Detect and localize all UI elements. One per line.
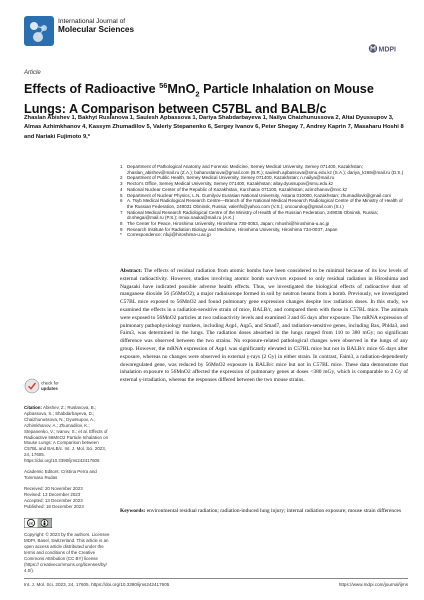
affiliation-number: 2	[120, 175, 123, 181]
citation: Citation: Abishev, Z.; Ruslanova, B.; Apbassova, S.; Shabdarbayeva, D.; Chaizhunussova, N.; Dyussupov, A.; Azhimkhanov, A.; Zhumadilov, K.; Stepanenko, V.; Ivanov, S.; et al. Effects of Radioactive 56MnO2 Particle Inhalation on Mouse Lungs: A Comparison between C57BL and BALB/c. Int. J. Mol. Sci. 2023, 24, 17605. https://doi.org/10.3390/ijms242417605	[24, 405, 109, 464]
footer-citation: Int. J. Mol. Sci. 2023, 24, 17605. https://doi.org/10.3390/ijms242417605	[24, 582, 170, 587]
cc-by-license-icon[interactable]	[24, 518, 52, 528]
journal-name	[58, 18, 134, 35]
copyright-notice: Copyright: © 2023 by the authors. Licensee MDPI, Basel, Switzerland. This article is an open access article distributed under the terms and conditions of the Creative Commons Attribution (CC BY) license (https:// creativecommons.org/licenses/by/ 4.0/).	[24, 532, 110, 573]
sidebar-metadata	[24, 405, 110, 574]
affiliation-number: 6	[120, 198, 123, 204]
footer-divider	[24, 578, 408, 579]
footer-journal-link[interactable]: https://www.mdpi.com/journal/ijms	[338, 582, 408, 587]
affiliations	[120, 164, 408, 238]
affiliation-number: 1	[120, 164, 123, 169]
article-title: Effects of Radioactive $^{56}$MnO$_2$ Particle Inhalation on Mouse Lungs: A Comparison between C57BL and BALB/c	[24, 81, 374, 117]
article-type: Article	[24, 70, 41, 76]
affiliation-text: Department of Public Health, Semey Medical University, Semey 071400, Kazakhstan; n.nailya@mail.ru	[127, 175, 335, 181]
revised-date: Revised: 13 December 2023	[24, 491, 81, 497]
affiliation-text: Research Institute for Radiation Biology and Medicine, Hiroshima University, Hiroshima 734-0037, Japan	[127, 226, 338, 232]
journal-logo-icon	[24, 16, 54, 46]
affiliation-text: National Nuclear Center of the Republic of Kazakhstan, Kurchatov 071100, Kazakhstan; azimzhanov@nnc.kz	[127, 186, 348, 192]
abstract: Abstract: The effects of residual radiation from atomic bombs have been considered to be minimal because of its low levels of external radioactivity. However, studies involving atomic bomb survivors exposed to only residual radiation in Hiroshima and Nagasaki have indicated possible adverse health effects. Thus, we investigated the biological effects of radioactive dust of manganese dioxide 56 (56MnO2), a major radioisotope formed in soil by neutron beams from a bomb. Previously, we investigated C57BL mice exposed to 56MnO2 and found pulmonary gene expression changes despite low radiation doses. In this study, we examined the effects in a radiation-sensitive strain of mice, BALB/c, and compared them with those in C57BL mice. The animals were exposed to 56MnO2 particles at two radioactivity levels and examined 3 and 65 days after exposure. The mRNA expression of pulmonary pathophysiology markers, including Aqp1, Aqp5, and Smad7, and radiation-sensitive genes, including Bax, Phlda3, and Faim3, was determined in the lungs. The radiation doses absorbed in the lungs ranged from 110 to 380 mGy; no significant difference was observed between the two strains. No exposure-related pathological changes were observed in the lungs of any group. However, the mRNA expression of Aqp1 was significantly elevated in C57BL mice but not in BALB/c mice 65 days after exposure, whereas no changes were observed in external γ-rays (2 Gy) in either strain. In contrast, Faim3, a radiation-dependently downregulated gene, was reduced by 56MnO2 exposure in BALB/c mice but not in C57BL mice. These data demonstrate that inhalation exposure to 56MnO2 affected the expression of pulmonary genes at doses <380 mGy, which is comparable to 2 Gy of external γ-irradiation, whereas the responses differed between the two mouse strains.	[120, 268, 408, 384]
journal-name-line2: Molecular Sciences	[58, 25, 134, 35]
affiliation-text: The Center for Peace, Hiroshima University, Hiroshima 730-0053, Japan; mhoshi@hiroshima-u.ac.jp	[127, 221, 330, 227]
affiliation-number: 8	[120, 221, 123, 227]
affiliation-text: National Medical Research Radiological Centre of the Ministry of Health of the Russian Federation, 249036 Obninsk, Russia; dr.shegai@mail.ru (P.S.); mnioi.nauka@mail.ru (A.K.)	[127, 209, 378, 221]
author-list: Zhaslan Abishev 1, Bakhyt Ruslanova 1, Saulesh Apbassova 1, Dariya Shabdarbayeva 1, Nailya Chaizhunussova 2, Altai Dyussupov 3, Almas Azhimkhanov 4, Kassym Zhumadilov 5, Valeriy Stepanenko 6, Sergey Ivanov 6, Peter Shegay 7, Andrey Kaprin 7, Masaharu Hoshi 8 and Nariaki Fujimoto 9,*	[24, 115, 404, 140]
journal-name-line1: International Journal of	[58, 18, 126, 25]
affiliation-number: 5	[120, 192, 123, 198]
academic-editors: Academic Editors: Cristina Perra and Tommaso Rudas	[24, 469, 97, 480]
affiliation-text: Department of Nuclear Physics, L.N. Gumilyov Eurasian National University, Astana 010000, Kazakhstan; zhumadilovk@gmail.com	[127, 192, 392, 198]
received-date: Received: 20 November 2023	[24, 485, 83, 491]
mdpi-logo-text: MDPI	[378, 46, 396, 54]
affiliation-item	[120, 198, 408, 209]
keywords: Keywords: environmental residual radiation; radiation-induced lung injury; internal radiation exposure; mouse strain differences	[120, 508, 402, 514]
svg-text:updates: updates	[41, 386, 58, 391]
accepted-date: Accepted: 13 December 2023	[24, 497, 83, 503]
affiliation-number: *	[120, 232, 122, 238]
svg-text:check for: check for	[41, 380, 59, 386]
affiliation-text: Rector's Office, Semey Medical University, Semey 071400, Kazakhstan; altay.dyussupov@smu.edu.kz	[127, 181, 334, 187]
affiliation-number: 7	[120, 209, 123, 215]
affiliation-number: 9	[120, 226, 123, 232]
affiliation-text: Correspondence: nfuji@hiroshima-u.ac.jp	[127, 232, 211, 238]
affiliation-number: 3	[120, 181, 123, 187]
affiliation-number: 4	[120, 186, 123, 192]
affiliation-item	[120, 164, 408, 175]
affiliation-item	[120, 210, 408, 221]
affiliation-item	[120, 232, 408, 238]
mdpi-logo-icon[interactable]	[368, 42, 402, 55]
affiliation-text: A. Tsyb Medical Radiological Research Centre—Branch of the National Medical Research Radiological Centre of the Ministry of Health of the Russian Federation, 249031 Obninsk, Russia; valerifs@yahoo.com (V.S.); oncourolog@gmail.com (S.I.)	[127, 198, 403, 209]
published-date: Published: 18 December 2023	[24, 503, 84, 509]
svg-text:cc: cc	[28, 520, 34, 526]
check-for-updates-icon[interactable]	[24, 376, 72, 396]
affiliation-text: Department of Pathological Anatomy and Forensic Medicine, Semey Medical University, Semey 071400, Kazakhstan; zhaslan_abishev@mail.ru (Z.A.); baharuslanova@gmail.com (B.R.); saulesh.apbassova@smu.edu.kz (S.A.); dariya_kz69@mail.ru (D.S.)	[127, 164, 404, 175]
